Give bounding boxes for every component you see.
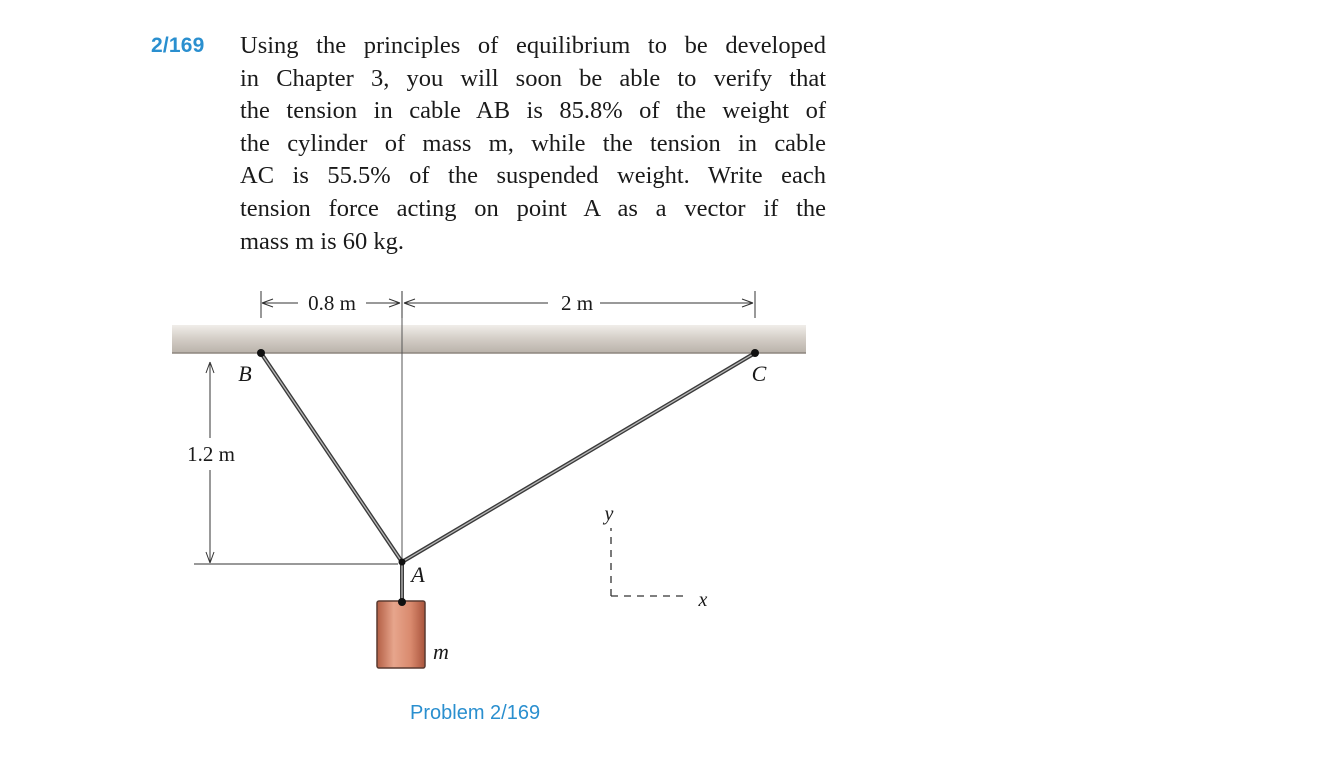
problem-number: 2/169 — [151, 34, 205, 57]
dimension-right-label: 2 m — [560, 291, 594, 315]
problem-line: in Chapter 3, you will soon be able to verify that — [240, 64, 826, 92]
problem-line: Using the principles of equilibrium to be developed — [240, 32, 826, 59]
dimension-left-label: 0.8 m — [308, 291, 356, 315]
problem-line: tension force acting on point A as a vector if the — [240, 194, 826, 222]
mass-label: m — [433, 639, 449, 664]
label-a: A — [411, 562, 425, 587]
dimension-height-label: 1.2 m — [187, 442, 235, 466]
problem-line: the cylinder of mass m, while the tension in cable — [240, 129, 826, 157]
problem-line: mass m is 60 kg. — [240, 227, 405, 255]
anchor-b — [257, 349, 265, 357]
label-b: B — [238, 361, 252, 386]
ceiling — [172, 325, 806, 353]
figure-caption: Problem 2/169 — [410, 702, 541, 724]
label-c: C — [751, 361, 767, 386]
axis-y-label: y — [604, 503, 614, 525]
cylinder-mass — [377, 601, 425, 668]
axis-x-label: x — [698, 589, 708, 611]
problem-line: AC is 55.5% of the suspended weight. Write each — [240, 162, 826, 190]
coordinate-axes — [611, 528, 687, 596]
knot-a — [399, 559, 406, 566]
anchor-c — [751, 349, 759, 357]
problem-line: the tension in cable AB is 85.8% of the weight of — [240, 97, 826, 125]
